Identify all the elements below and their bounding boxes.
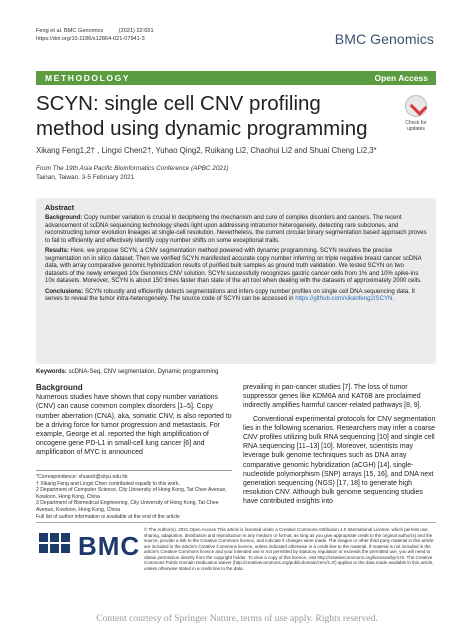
conference-line1: From The 19th Asia Pacific Bioinformatics Conference (APBC 2021)	[36, 165, 229, 172]
check-updates-icon	[405, 95, 427, 117]
section-heading-background: Background	[36, 383, 83, 392]
bmc-logo-text: BMC	[78, 531, 141, 561]
affiliation-3: 3 Department of Biomedical Engineering, City University of Hong Kong, Tat Chee Avenue, Kowloon, Hong Kong, China	[36, 500, 219, 513]
article-title: SCYN: single cell CNV profiling method using dynamic programming	[36, 92, 368, 140]
affiliation-2: 2 Department of Computer Science, City University of Hong Kong, Tat Chee Avenue, Kowloon, Hong Kong, China	[36, 487, 227, 500]
authors-text: Xikang Feng1,2† , Lingxi Chen2†, Yuhao Qing2, Ruikang Li2, Chaohui Li2 and Shuai Cheng Li2,3*	[36, 146, 377, 155]
full-author-info: Full list of author information is available at the end of the article	[36, 513, 180, 520]
article-type: METHODOLOGY	[45, 73, 131, 83]
article-type-banner	[36, 71, 436, 85]
conference-line2: Tainan, Taiwan. 3-5 February 2021	[36, 174, 135, 181]
citation-block	[36, 27, 168, 43]
abstract-background	[45, 215, 427, 245]
check-updates-label: Check for updates	[405, 120, 427, 132]
results-text: Here, we propose SCYN, a CNV segmentation method powered with dynamic programming. SCYN resolves the precise segmentation on in silico dataset. Then we verified SCYN manifested accurate copy number inferring on triple negative breast cancer scDNA data, with array comparative genomic hybridization results of purified bulk samples as ground truth validation. We tested SCYN on two datasets of the newly emerged 10x Genomics CNV solution. SCYN successfully recognizes gastric cancer cells from 1% and 10% spike-ins 10x datasets. Moreover, SCYN is about 150 times faster than state of the art tool when dealing with the datasets of approximately 2000 cells.	[45, 248, 422, 285]
citation-journal: Feng et al. BMC Genomics	[36, 28, 104, 34]
conclusions-label: Conclusions:	[45, 288, 84, 295]
keywords-text: scDNA-Seq, CNV segmentation, Dynamic programming	[68, 369, 219, 375]
footnotes	[36, 470, 232, 520]
license-divider	[36, 522, 436, 523]
results-label: Results:	[45, 248, 69, 255]
courtesy-footer: Content courtesy of Springer Nature, terms of use apply. Rights reserved.	[0, 610, 474, 630]
doi-link[interactable]: https://doi.org/10.1186/s12864-021-07941-3	[36, 36, 145, 42]
correspondence: *Correspondence: shuaicli@cityu.edu.hk	[36, 474, 128, 480]
citation-year: (2021) 22:651	[118, 28, 154, 34]
equal-contribution: † Xikang Feng and Lingxi Chen contributed equally to this work.	[36, 480, 180, 487]
open-access-label: Open Access	[374, 73, 428, 83]
keywords-label: Keywords:	[36, 369, 67, 375]
body-paragraph: Numerous studies have shown that copy number variations (CNV) can cause common complex disorders [1–5]. Copy number aberration (CNA), aka, somatic CNV, is also reported to be a driving force for tumor progression and metastasis. For example, George et al. reported the high amplification of oncogene gene PD-L1 in small-cell lung cancer [6] and amplification of MYC is announced	[36, 394, 232, 457]
license-text: © The Author(s). 2021 Open Access This article is licensed under a Creative Commons Attribution 4.0 International License, which permits use, sharing, adaptation, distribution and reproduction in any medium or format, as long as you give appropriate credit to the original author(s) and the source, provide a link to the Creative Commons licence, and indicate if changes were made. The images or other third party material in this article are included in the article's Creative Commons licence, unless indicated otherwise in a credit line to the material. If material is not included in the article's Creative Commons licence and your intended use is not permitted by statutory regulation or exceeds the permitted use, you will need to obtain permission directly from the copyright holder. To view a copy of this licence, visit http://creativecommons.org/licenses/by/4.0/. The Creative Commons Public Domain Dedication waiver (http://creativecommons.org/publicdomain/zero/1.0/) applies to the data made available in this article, unless otherwise stated in a credit line to the data.	[144, 527, 434, 571]
background-label: Background:	[45, 215, 83, 221]
body-paragraph: Conventional experimental protocols for CNV segmentation lies in the following scenarios. Researchers may infer a coarse CNV profiles utilizing bulk RNA sequencing [10] and single cell RNA sequencing [11–13] [10]. Moreover, scientists may leverage bulk genome techniques such as DNA array comparative genomic hybridization (aCGH) [14], single-nucleotide polymorphism (SNP) arrays [15, 16], and DNA next generation sequencing (NGS) [17, 18] to generate high resolution CNV. Although bulk genome sequencing studies have contributed insights into	[243, 415, 436, 506]
body-paragraph: prevailing in pan-cancer studies [7]. The loss of tumor suppressor genes like KDM6A and KAT6B are proclaimed indirectly amplifies harmful cancer-related pathways [8, 9].	[243, 384, 422, 410]
journal-name: BMC Genomics	[334, 31, 434, 47]
conclusions-text: SCYN robustly and efficiently detects segmentations and infers copy number profiles on single cell DNA sequencing data. It serves to reveal the tumor intra-heterogeneity. The source code of SCYN can be accessed in	[45, 288, 415, 303]
author-list	[36, 146, 377, 155]
source-code-link[interactable]: https://github.com/xikanfeng2/SCYN.	[295, 296, 395, 303]
abstract-results	[45, 248, 427, 286]
background-text: Copy number variation is crucial in deciphering the mechanism and cure of complex disorders and cancers. The recent advancement of scDNA sequencing technology sheds light upon addressing intratumor heterogeneity, detecting rare subclones, and reconstructing tumor evolution lineages at single-cell resolution. Nevertheless, the current circular binary segmentation based approach proves to fail to efficiently and effectively identify copy number shifts on some exceptional trails.	[45, 215, 427, 244]
keywords	[36, 369, 219, 375]
abstract-conclusions	[45, 289, 427, 304]
abstract-heading: Abstract	[45, 203, 75, 212]
body-right-column	[243, 383, 439, 511]
conference-info	[36, 164, 229, 182]
abstract-box	[36, 198, 436, 364]
check-updates-badge[interactable]	[400, 95, 432, 132]
body-left-column	[36, 383, 232, 462]
